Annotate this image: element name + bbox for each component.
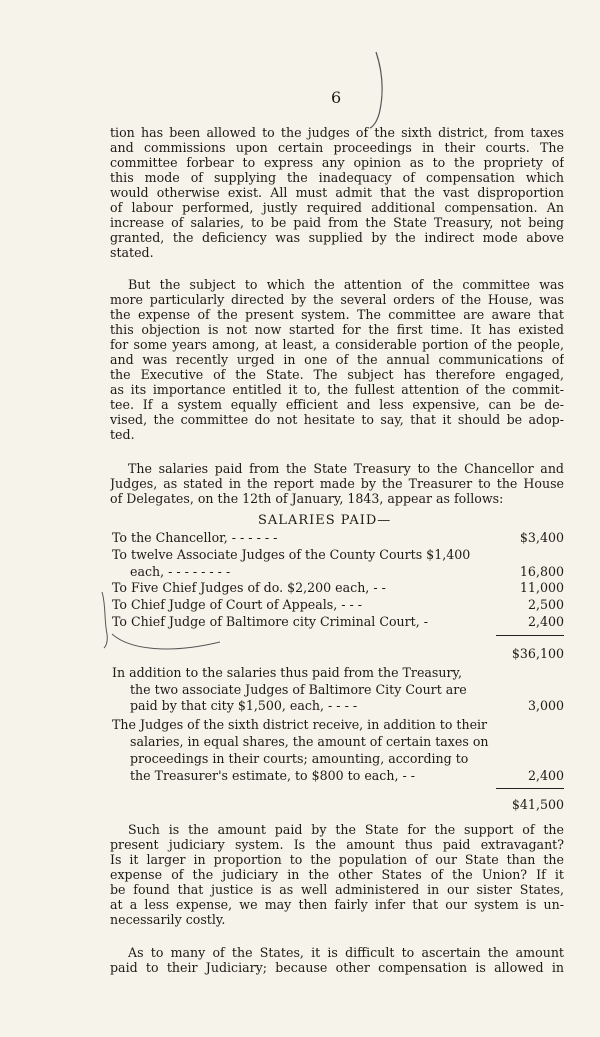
text-line: as its importance entitled it to, the fullest attention of the commit- bbox=[110, 382, 564, 397]
salary-label: To twelve Associate Judges of the County Courts $1,400 bbox=[112, 547, 471, 562]
addition-value: 3,000 bbox=[527, 698, 564, 713]
salary-label: To Chief Judge of Baltimore city Criminal Court, - bbox=[112, 614, 428, 629]
text-line: vised, the committee do not hesitate to say, that it should be adop- bbox=[110, 412, 564, 427]
text-line: at a less expense, we may then fairly infer that our system is un- bbox=[110, 897, 564, 912]
judiciary-cost-paragraph bbox=[110, 822, 564, 927]
text-line: for some years among, at least, a considerable portion of the people, bbox=[110, 337, 564, 352]
salary-label: To Five Chief Judges of do. $2,200 each, - - bbox=[112, 580, 386, 595]
text-line: Is it larger in proportion to the population of our State than the bbox=[110, 852, 564, 867]
total-value: $41,500 bbox=[511, 797, 564, 812]
salaries-intro-paragraph bbox=[110, 461, 564, 506]
text-line: and was recently urged in one of the annual communications of bbox=[110, 352, 564, 367]
text-line: of Delegates, on the 12th of January, 1843, appear as follows: bbox=[110, 491, 504, 506]
addition-label: In addition to the salaries thus paid from the Treasury, bbox=[112, 665, 462, 680]
text-line: paid to their Judiciary; because other compensation is allowed in bbox=[110, 960, 564, 975]
addition-label: salaries, in equal shares, the amount of certain taxes on bbox=[130, 734, 489, 749]
text-line: present judiciary system. Is the amount thus paid extravagant? bbox=[110, 837, 564, 852]
salary-value: 16,800 bbox=[519, 564, 564, 579]
text-line: necessarily costly. bbox=[110, 912, 226, 927]
addition-label: the Treasurer's estimate, to $800 to each, - - bbox=[130, 768, 415, 783]
addition-label: The Judges of the sixth district receive, in addition to their bbox=[112, 717, 488, 732]
subtotal-value: $36,100 bbox=[511, 646, 564, 661]
text-line: granted, the deficiency was supplied by the indirect mode above bbox=[110, 230, 564, 245]
total-rule bbox=[496, 788, 564, 789]
addition-label: proceedings in their courts; amounting, according to bbox=[130, 751, 469, 766]
salary-label: To the Chancellor, - - - - - - bbox=[112, 530, 278, 545]
text-line: the expense of the present system. The committee are aware that bbox=[110, 307, 564, 322]
text-line: stated. bbox=[110, 245, 154, 260]
pencil-mark-swoosh bbox=[110, 628, 230, 658]
addition-value: 2,400 bbox=[527, 768, 564, 783]
text-line: tee. If a system equally efficient and less expensive, can be de- bbox=[110, 397, 564, 412]
text-line: the Executive of the State. The subject has therefore engaged, bbox=[110, 367, 564, 382]
text-line: and commissions upon certain proceedings in their courts. The bbox=[110, 140, 564, 155]
salary-value: 11,000 bbox=[519, 580, 564, 595]
text-line: ted. bbox=[110, 427, 135, 442]
text-line: But the subject to which the attention of the committee was bbox=[128, 277, 564, 292]
salary-value: 2,400 bbox=[527, 614, 564, 629]
text-line: Judges, as stated in the report made by the Treasurer to the House bbox=[110, 476, 564, 491]
text-line: committee forbear to express any opinion as to the propriety of bbox=[110, 155, 564, 170]
subtotal-rule bbox=[496, 635, 564, 636]
addition-label: the two associate Judges of Baltimore City Court are bbox=[130, 682, 467, 697]
salary-value: 2,500 bbox=[527, 597, 564, 612]
salaries-heading: SALARIES PAID— bbox=[258, 513, 392, 528]
text-line: be found that justice is as well administered in our sister States, bbox=[110, 882, 564, 897]
states-paragraph bbox=[110, 945, 564, 975]
salary-label: To Chief Judge of Court of Appeals, - - - bbox=[112, 597, 362, 612]
text-line: this mode of supplying the inadequacy of compensation which bbox=[110, 170, 564, 185]
text-line: more particularly directed by the several orders of the House, was bbox=[110, 292, 564, 307]
text-line: tion has been allowed to the judges of the sixth district, from taxes bbox=[110, 125, 564, 140]
text-line: this objection is not now started for the first time. It has existed bbox=[110, 322, 564, 337]
text-line: Such is the amount paid by the State for the support of the bbox=[128, 822, 564, 837]
intro-paragraph bbox=[110, 125, 564, 260]
text-line: expense of the judiciary in the other States of the Union? If it bbox=[110, 867, 564, 882]
text-line: As to many of the States, it is difficult to ascertain the amount bbox=[128, 945, 564, 960]
text-line: of labour performed, justly required additional compensation. An bbox=[110, 200, 564, 215]
salary-label: each, - - - - - - - - bbox=[130, 564, 231, 579]
text-line: would otherwise exist. All must admit that the vast disproportion bbox=[110, 185, 564, 200]
salary-value: $3,400 bbox=[519, 530, 564, 545]
pencil-mark-top bbox=[364, 50, 394, 130]
expense-paragraph bbox=[110, 277, 564, 442]
text-line: increase of salaries, to be paid from the State Treasury, not being bbox=[110, 215, 564, 230]
addition-label: paid by that city $1,500, each, - - - - bbox=[130, 698, 358, 713]
text-line: The salaries paid from the State Treasury to the Chancellor and bbox=[128, 461, 564, 476]
page-number: 6 bbox=[331, 88, 342, 107]
